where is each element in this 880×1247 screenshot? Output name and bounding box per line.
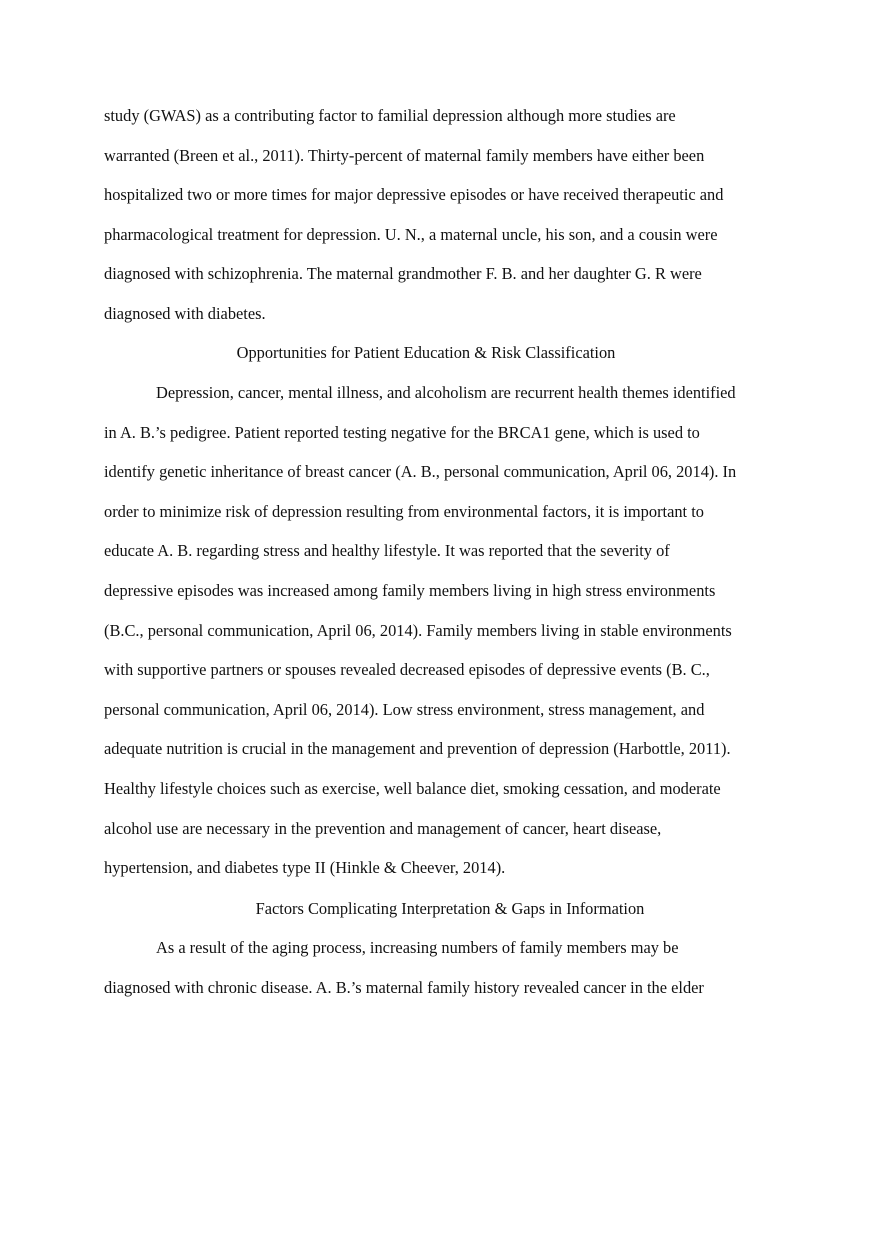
- section-heading: Opportunities for Patient Education & Risk Classification: [236, 343, 616, 362]
- text-line: diagnosed with chronic disease. A. B.’s maternal family history revealed cancer in the elder: [104, 978, 704, 997]
- text-line: Depression, cancer, mental illness, and alcoholism are recurrent health themes identified: [156, 383, 736, 402]
- text-line: diagnosed with diabetes.: [104, 304, 266, 323]
- text-line: pharmacological treatment for depression. U. N., a maternal uncle, his son, and a cousin were: [104, 225, 718, 244]
- text-line: hospitalized two or more times for major depressive episodes or have received therapeutic and: [104, 185, 724, 204]
- text-line: personal communication, April 06, 2014). Low stress environment, stress management, and: [104, 700, 705, 719]
- text-line: adequate nutrition is crucial in the management and prevention of depression (Harbottle, 2011).: [104, 739, 731, 758]
- section-heading: Factors Complicating Interpretation & Gaps in Information: [255, 899, 645, 918]
- text-line: educate A. B. regarding stress and healthy lifestyle. It was reported that the severity of: [104, 541, 670, 560]
- text-line: (B.C., personal communication, April 06, 2014). Family members living in stable environments: [104, 621, 732, 640]
- text-line: As a result of the aging process, increasing numbers of family members may be: [156, 938, 679, 957]
- text-line: Healthy lifestyle choices such as exercise, well balance diet, smoking cessation, and moderate: [104, 779, 721, 798]
- text-line: diagnosed with schizophrenia. The maternal grandmother F. B. and her daughter G. R were: [104, 264, 702, 283]
- text-line: hypertension, and diabetes type II (Hinkle & Cheever, 2014).: [104, 858, 506, 877]
- text-line: study (GWAS) as a contributing factor to familial depression although more studies are: [104, 106, 676, 125]
- text-line: with supportive partners or spouses revealed decreased episodes of depressive events (B. C.,: [104, 660, 710, 679]
- text-line: warranted (Breen et al., 2011). Thirty-percent of maternal family members have either been: [104, 146, 705, 165]
- text-line: in A. B.’s pedigree. Patient reported testing negative for the BRCA1 gene, which is used to: [104, 423, 700, 442]
- text-line: order to minimize risk of depression resulting from environmental factors, it is important to: [104, 502, 704, 521]
- text-line: alcohol use are necessary in the prevention and management of cancer, heart disease,: [104, 819, 662, 838]
- text-line: identify genetic inheritance of breast cancer (A. B., personal communication, April 06, 2014). In: [104, 462, 737, 481]
- text-line: depressive episodes was increased among family members living in high stress environments: [104, 581, 716, 600]
